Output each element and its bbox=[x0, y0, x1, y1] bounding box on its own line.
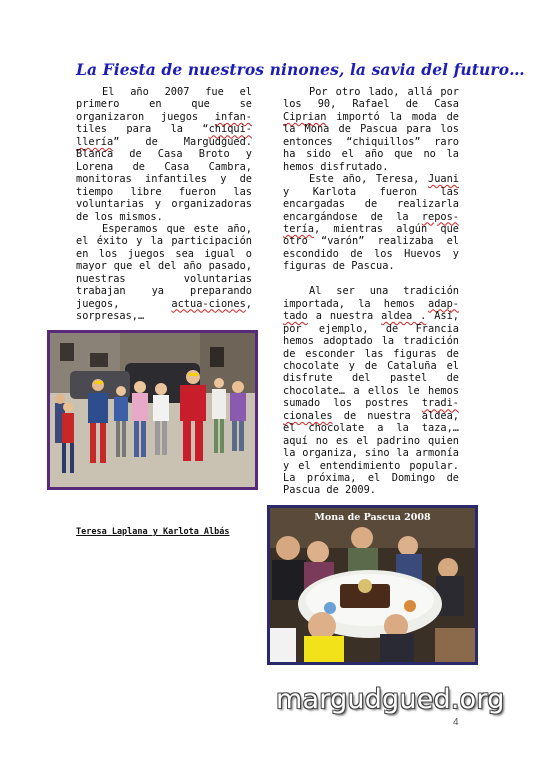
photo-children-games-image bbox=[50, 333, 255, 487]
flagged-word: tradi-cionales bbox=[283, 397, 459, 422]
text-run: , sorpresas,… bbox=[76, 297, 252, 323]
text-run: a nuestra bbox=[307, 310, 382, 323]
paragraph bbox=[76, 223, 252, 323]
text-run: Al ser una tradición importada, la hemos bbox=[283, 285, 459, 310]
text-run: importó la moda de la Mona de Pascua para los entonces “chiquillos” raro ha sido el año que no la hemos disfrutado. bbox=[283, 110, 459, 173]
flagged-word: infan- bbox=[214, 110, 252, 123]
flagged-word: aldea . bbox=[381, 310, 427, 323]
photo-easter-cake-image bbox=[270, 508, 475, 662]
photo-caption: Teresa Laplana y Karlota Albás bbox=[76, 527, 230, 537]
site-watermark: margudgued.org bbox=[276, 684, 505, 715]
paragraph bbox=[76, 86, 252, 223]
text-run: El año 2007 fue el primero en que se organizaron juegos bbox=[76, 86, 252, 123]
text-run: y Karlota fueron las encargadas de realizarla encargándose de la bbox=[283, 185, 459, 223]
article-title: La Fiesta de nuestros ninones, la savia del futuro… bbox=[76, 60, 525, 79]
page-number: 4 bbox=[453, 717, 459, 728]
flagged-word: Juani bbox=[428, 173, 459, 186]
flagged-word: repos-tería bbox=[283, 210, 459, 235]
flagged-word: adap-tado bbox=[283, 297, 459, 323]
photo-label: Mona de Pascua 2008 bbox=[314, 512, 431, 523]
paragraph bbox=[283, 86, 459, 173]
text-run: Por otro lado, allá por los 90, Rafael de Casa bbox=[283, 86, 459, 111]
photo-children-games bbox=[47, 330, 258, 490]
text-run: Así, por ejemplo, de Francia hemos adoptado la tradición de esconder las figuras de chocolate y de Cataluña el disfrute del pastel de chocolate… a ellos le hemos sumado los postres bbox=[283, 310, 459, 410]
text-run: Este año, Teresa, bbox=[309, 173, 428, 186]
flagged-word: actua-ciones bbox=[171, 297, 246, 310]
text-run: Esperamos que este año, el éxito y la participación en los juegos sea igual o mayor que el del año pasado, nuestras voluntarias trabajan ya preparando juegos, bbox=[76, 222, 252, 310]
paragraph bbox=[283, 285, 459, 497]
text-run: , mientras algún que otro “varón” realizaba el escondido de los Huevos y figuras de Pascua. bbox=[283, 222, 459, 273]
article-column-right bbox=[283, 86, 459, 497]
flagged-word: Ciprian bbox=[283, 110, 327, 123]
photo-easter-cake bbox=[267, 505, 478, 665]
text-run: tiles para la “ bbox=[76, 123, 209, 136]
paragraph bbox=[283, 173, 459, 273]
text-run: de nuestra aldea, el chocolate a la taza,… aquí no es el padrino quien la organiza, sino la armonía y el entendimiento popular. La próxima, el Domingo de Pascua de 2009. bbox=[283, 409, 459, 497]
article-column-left bbox=[76, 86, 252, 323]
text-run: ” de Margudgued. Blanca de Casa Broto y Lorena de Casa Cambra, monitoras infantiles y de tiempo libre fueron las voluntarias y organizadoras de los mismos. bbox=[76, 135, 252, 223]
flagged-word: chiqui-llería bbox=[76, 123, 252, 148]
